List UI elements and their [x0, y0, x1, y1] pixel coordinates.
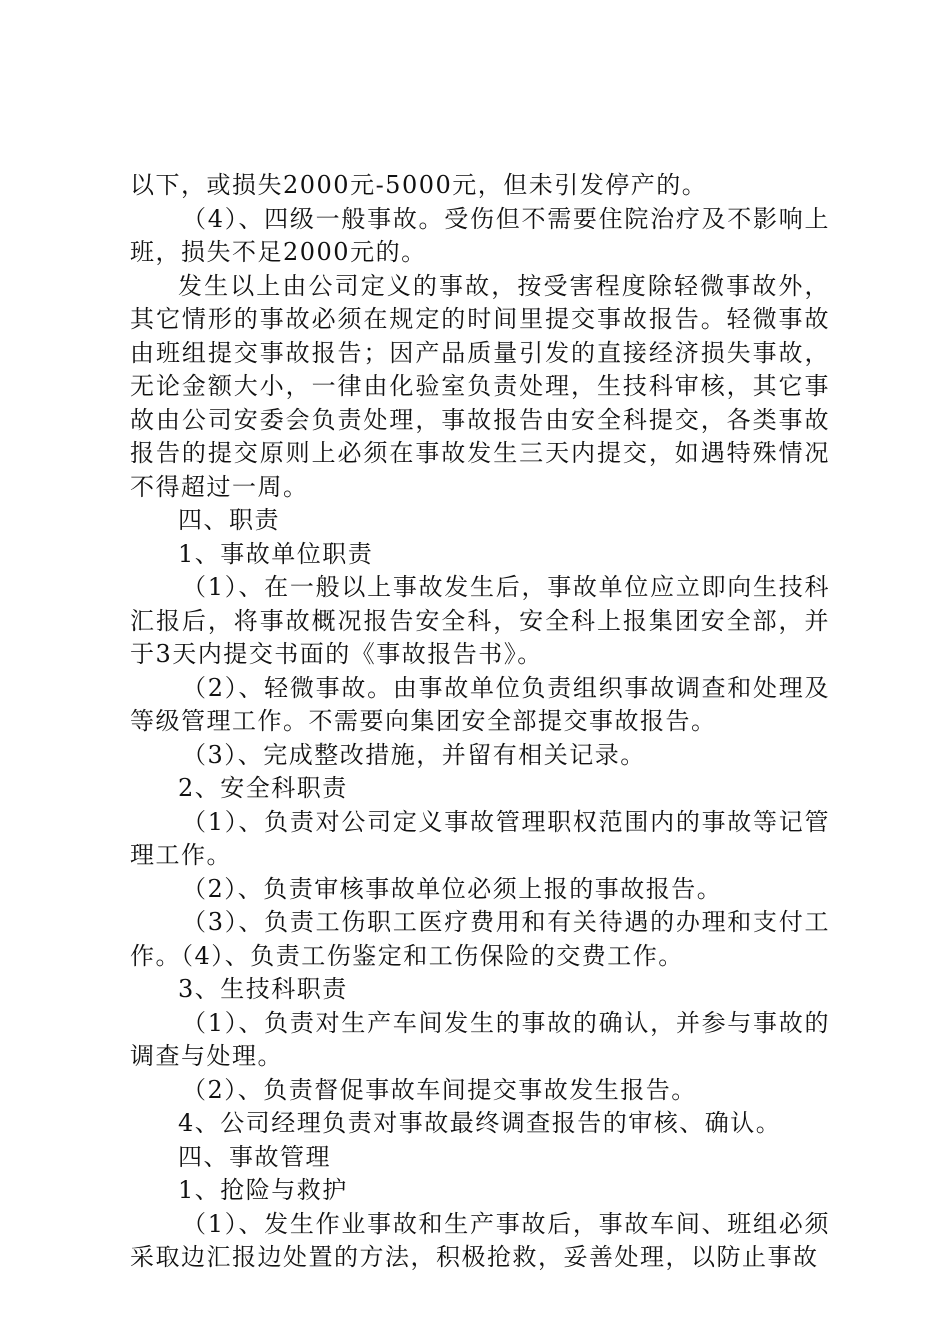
paragraph: （4）、四级一般事故。受伤但不需要住院治疗及不影响上班，损失不足2000元的。: [130, 204, 830, 266]
subsection-heading: 2、安全科职责: [178, 774, 348, 802]
paragraph: 以下，或损失2000元-5000元，但未引发停产的。: [130, 171, 708, 199]
list-item: （2）、负责审核事故单位必须上报的事故报告。: [182, 874, 723, 903]
section-heading: 四、职责: [178, 506, 280, 534]
list-item: （2）、轻微事故。由事故单位负责组织事故调查和处理及等级管理工作。不需要向集团安全部提交事故报告。: [130, 673, 830, 735]
subsection-heading: 1、抢险与救护: [178, 1176, 348, 1204]
list-item: （3）、完成整改措施，并留有相关记录。: [182, 740, 646, 769]
list-item: （1）、负责对生产车间发生的事故的确认，并参与事故的调查与处理。: [130, 1008, 830, 1070]
list-item: （1）、发生作业事故和生产事故后，事故车间、班组必须采取边汇报边处置的方法，积极抢救，妥善处理，以防止事故: [130, 1209, 830, 1271]
paragraph: 发生以上由公司定义的事故，按受害程度除轻微事故外，其它情形的事故必须在规定的时间里提交事故报告。轻微事故由班组提交事故报告；因产品质量引发的直接经济损失事故，无论金额大小，一律由化验室负责处理，生技科审核，其它事故由公司安委会负责处理，事故报告由安全科提交，各类事故报告的提交原则上必须在事故发生三天内提交，如遇特殊情况不得超过一周。: [130, 271, 830, 501]
list-item: （2）、负责督促事故车间提交事故发生报告。: [182, 1075, 697, 1104]
document-body: [130, 169, 830, 1275]
section-heading: 四、事故管理: [178, 1142, 331, 1171]
subsection-heading: 1、事故单位职责: [178, 539, 374, 568]
list-item: （3）、负责工伤职工医疗费用和有关待遇的办理和支付工作。（4）、负责工伤鉴定和工伤保险的交费工作。: [130, 908, 830, 970]
list-item: （1）、在一般以上事故发生后，事故单位应立即向生技科汇报后，将事故概况报告安全科，安全科上报集团安全部，并于3天内提交书面的《事故报告书》。: [130, 573, 830, 668]
subsection-heading: 4、公司经理负责对事故最终调查报告的审核、确认。: [178, 1109, 782, 1137]
subsection-heading: 3、生技科职责: [178, 975, 348, 1003]
list-item: （1）、负责对公司定义事故管理职权范围内的事故等记管理工作。: [130, 807, 830, 869]
